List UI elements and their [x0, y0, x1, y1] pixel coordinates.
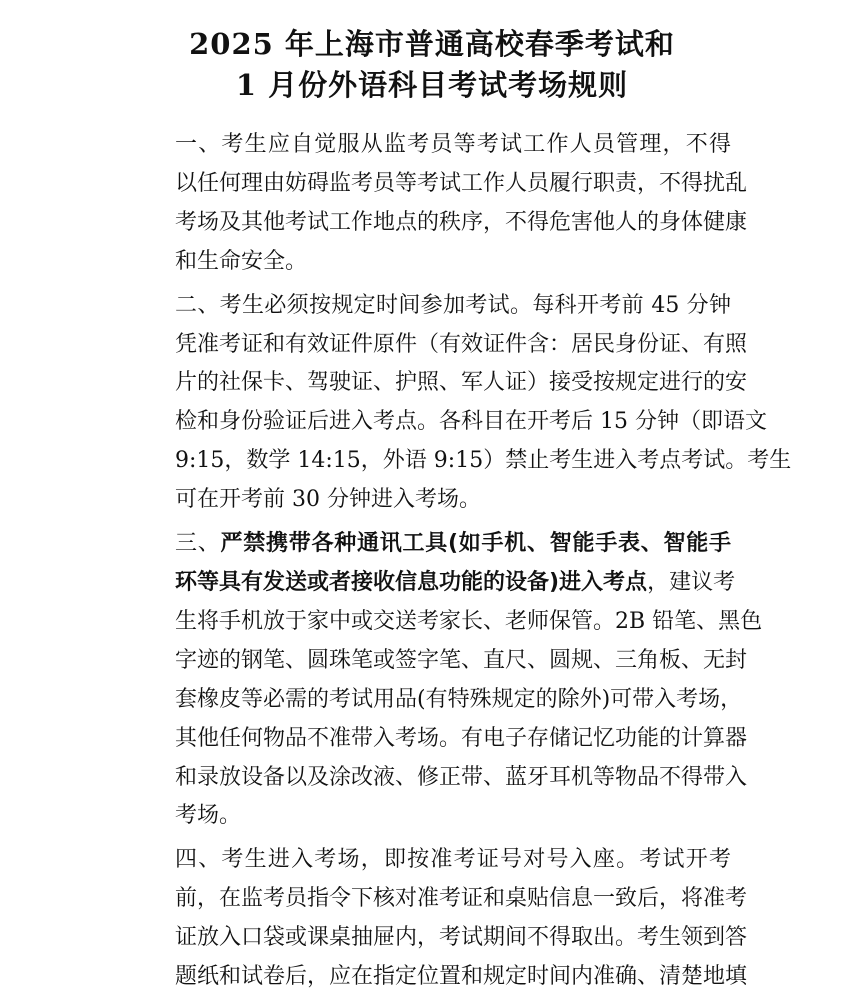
plain-text: ，建议考 — [647, 569, 736, 595]
text-line: 字迹的钢笔、圆珠笔或签字笔、直尺、圆规、三角板、无封 — [175, 647, 748, 673]
text-line: 9:15，数学 14:15，外语 9:15）禁止考生进入考点考试。考生 — [175, 448, 792, 474]
text-line: 检和身份验证后进入考点。各科目在开考后 15 分钟（即语文 — [175, 409, 767, 435]
text-line: 考场及其他考试工作地点的秩序，不得危害他人的身体健康 — [175, 209, 748, 235]
rule-paragraph-1 — [131, 126, 748, 282]
document-body — [131, 126, 792, 997]
rule-paragraph-2 — [131, 287, 792, 520]
text-line: 套橡皮等必需的考试用品(有特殊规定的除外)可带入考场， — [175, 686, 743, 712]
text-line: 和生命安全。 — [175, 248, 308, 274]
text-line: 凭准考证和有效证件原件（有效证件含：居民身份证、有照 — [175, 331, 748, 357]
document-title-line-2: 1 月份外语科目考试考场规则 — [235, 68, 629, 102]
text-line: 题纸和试卷后，应在指定位置和规定时间内准确、清楚地填 — [175, 964, 748, 990]
document-title-line-1: 2025 年上海市普通高校春季考试和 — [189, 27, 675, 61]
text-line: 考场。 — [175, 803, 242, 829]
text-line: 一、考生应自觉服从监考员等考试工作人员管理，不得 — [175, 132, 731, 157]
paragraph-number: 三、 — [175, 531, 221, 557]
bold-emphasis-text: 环等具有发送或者接收信息功能的设备)进入考点 — [175, 569, 648, 595]
bold-emphasis-text: 严禁携带各种通讯工具(如手机、智能手表、智能手 — [220, 531, 731, 557]
rule-paragraph-3 — [131, 525, 763, 836]
text-line: 四、考生进入考场，即按准考证号对号入座。考试开考 — [175, 847, 731, 873]
text-line: 可在开考前 30 分钟进入考场。 — [175, 487, 481, 513]
text-line: 二、考生必须按规定时间参加考试。每科开考前 45 分钟 — [175, 292, 731, 318]
text-line: 片的社保卡、驾驶证、护照、军人证）接受按规定进行的安 — [175, 370, 748, 396]
text-line: 前，在监考员指令下核对准考证和桌贴信息一致后，将准考 — [175, 886, 748, 912]
text-line — [131, 564, 736, 603]
text-line: 以任何理由妨碍监考员等考试工作人员履行职责，不得扰乱 — [175, 170, 748, 196]
rule-paragraph-4 — [131, 841, 748, 997]
text-line: 和录放设备以及涂改液、修正带、蓝牙耳机等物品不得带入 — [175, 764, 748, 790]
text-line — [131, 525, 731, 564]
text-line: 证放入口袋或课桌抽屉内，考试期间不得取出。考生领到答 — [175, 925, 748, 951]
text-line: 生将手机放于家中或交送考家长、老师保管。2B 铅笔、黑色 — [175, 608, 763, 634]
text-line: 其他任何物品不准带入考场。有电子存储记忆功能的计算器 — [175, 725, 748, 751]
